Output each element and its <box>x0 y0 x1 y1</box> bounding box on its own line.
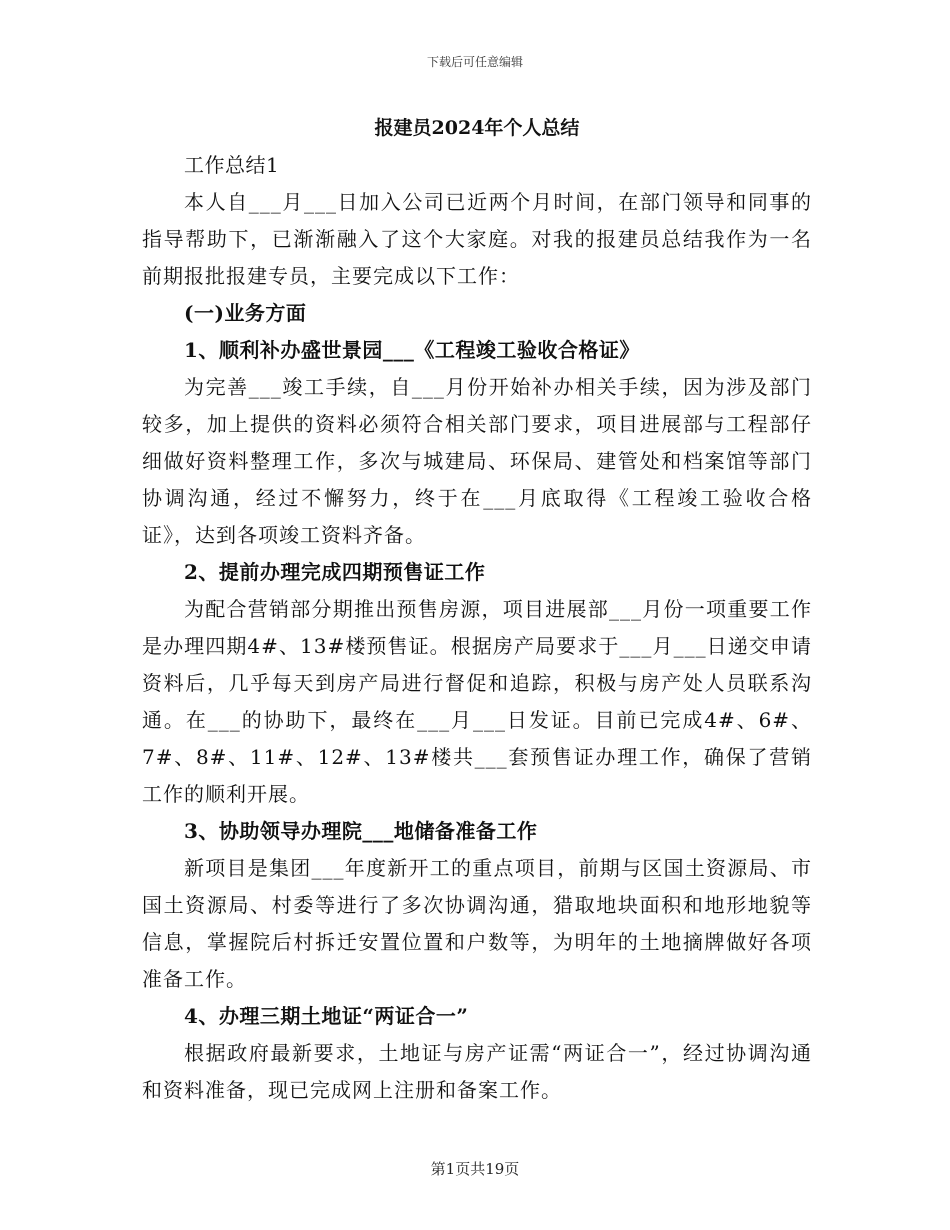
document-subtitle: 工作总结1 <box>184 153 280 177</box>
item3-paragraph: 新项目是集团___年度新开工的重点项目，前期与区国土资源局、市国土资源局、村委等进行了多次协调沟通，猎取地块面积和地形地貌等信息，掌握院后村拆迁安置位置和户数等，为明年的土地摘牌做好各项准备工作。 <box>142 856 812 991</box>
item3-heading: 3、协助领导办理院___地储备准备工作 <box>184 819 538 843</box>
page-footer-number: 第1页共19页 <box>430 1160 520 1178</box>
item2-heading: 2、提前办理完成四期预售证工作 <box>184 560 486 584</box>
item2-paragraph: 为配合营销部分期推出预售房源，项目进展部___月份一项重要工作是办理四期4#、13#楼预售证。根据房产局要求于___月___日递交申请资料后，几乎每天到房产局进行督促和追踪，积极与房产处人员联系沟通。在___的协助下，最终在___月___日发证。目前已完成4#、6#、7#、8#、11#、12#、13#楼共___套预售证办理工作，确保了营销工作的顺利开展。 <box>142 597 812 806</box>
item1-paragraph: 为完善___竣工手续，自___月份开始补办相关手续，因为涉及部门较多，加上提供的资料必须符合相关部门要求，项目进展部与工程部仔细做好资料整理工作，多次与城建局、环保局、建管处和档案馆等部门协调沟通，经过不懈努力，终于在___月底取得《工程竣工验收合格证》，达到各项竣工资料齐备。 <box>142 375 812 547</box>
section-heading-business: (一)业务方面 <box>184 301 307 325</box>
document-body <box>142 113 812 1109</box>
document-title: 报建员2024年个人总结 <box>374 117 580 139</box>
page-header-note: 下载后可任意编辑 <box>426 55 523 69</box>
item1-heading: 1、顺利补办盛世景园___《工程竣工验收合格证》 <box>184 338 640 362</box>
item4-heading: 4、办理三期土地证“两证合一” <box>184 1004 469 1028</box>
item4-paragraph: 根据政府最新要求，土地证与房产证需“两证合一”，经过协调沟通和资料准备，现已完成网上注册和备案工作。 <box>142 1041 812 1102</box>
intro-paragraph: 本人自___月___日加入公司已近两个月时间，在部门领导和同事的指导帮助下，已渐渐融入了这个大家庭。对我的报建员总结我作为一名前期报批报建专员，主要完成以下工作： <box>142 190 812 288</box>
